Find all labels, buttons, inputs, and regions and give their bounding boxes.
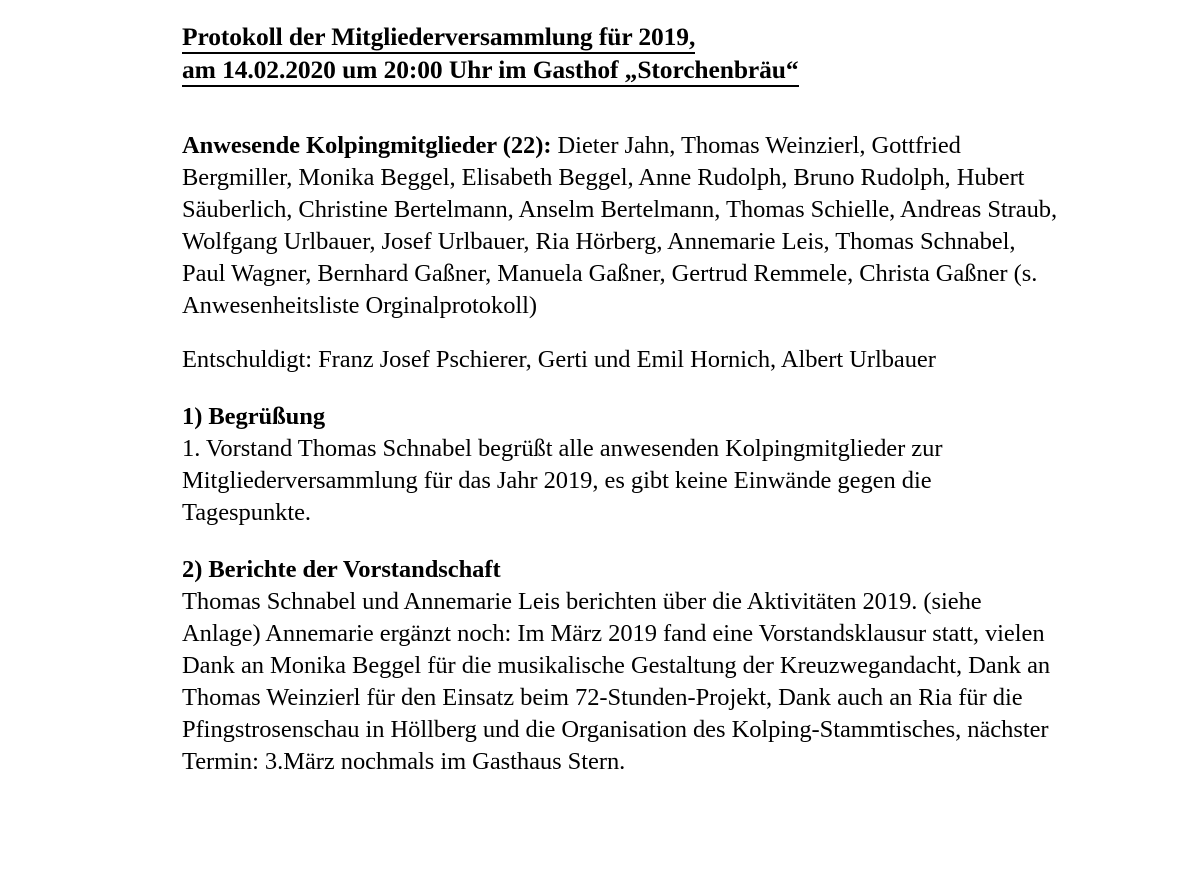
attendees-paragraph [182,130,1058,322]
excused-paragraph: Entschuldigt: Franz Josef Pschierer, Gerti und Emil Hornich, Albert Urlbauer [182,346,936,373]
attendees-names: Dieter Jahn, Thomas Weinzierl, Gottfried Bergmiller, Monika Beggel, Elisabeth Beggel, Anne Rudolph, Bruno Rudolph, Hubert Säuberlich, Christine Bertelmann, Anselm Bertelmann, Thomas Schielle, Andreas Straub, Wolfgang Urlbauer, Josef Urlbauer, Ria Hörberg, Annemarie Leis, Thomas Schnabel, Paul Wagner, Bernhard Gaßner, Manuela Gaßner, Gertrud Remmele, Christa Gaßner (s. Anwesenheitsliste Orginalprotokoll) [182,132,1058,319]
section-1-body: 1. Vorstand Thomas Schnabel begrüßt alle anwesenden Kolpingmitglieder zur Mitgliederversammlung für das Jahr 2019, es gibt keine Einwände gegen die Tagespunkte. [182,435,943,526]
spacer-after-attendees [182,322,1058,344]
page-title [182,20,1058,86]
attendees-label: Anwesende Kolpingmitglieder (22): [182,132,552,159]
section-2-heading: 2) Berichte der Vorstandschaft [182,556,501,583]
section-2-body: Thomas Schnabel und Annemarie Leis berichten über die Aktivitäten 2019. (siehe Anlage) Annemarie ergänzt noch: Im März 2019 fand eine Vorstandsklausur statt, vielen Dank an Monika Beggel für die musikalische Gestaltung der Kreuzwegandacht, Dank an Thomas Weinzierl für den Einsatz beim 72-Stunden-Projekt, Dank auch an Ria für die Pfingstrosenschau in Höllberg und die Organisation des Kolping-Stammtisches, nächster Termin: 3.März nochmals im Gasthaus Stern. [182,588,1051,775]
spacer-after-section-1 [182,529,1058,554]
title-line-1 [182,20,1058,53]
spacer-after-excused [182,376,1058,401]
title-spacer [182,86,1058,130]
title-line-1-text: Protokoll der Mitgliederversammlung für 2019, [182,22,695,54]
title-line-2-text: am 14.02.2020 um 20:00 Uhr im Gasthof „Storchenbräu“ [182,55,799,87]
title-line-2 [182,53,1058,86]
section-1-heading: 1) Begrüßung [182,403,326,430]
